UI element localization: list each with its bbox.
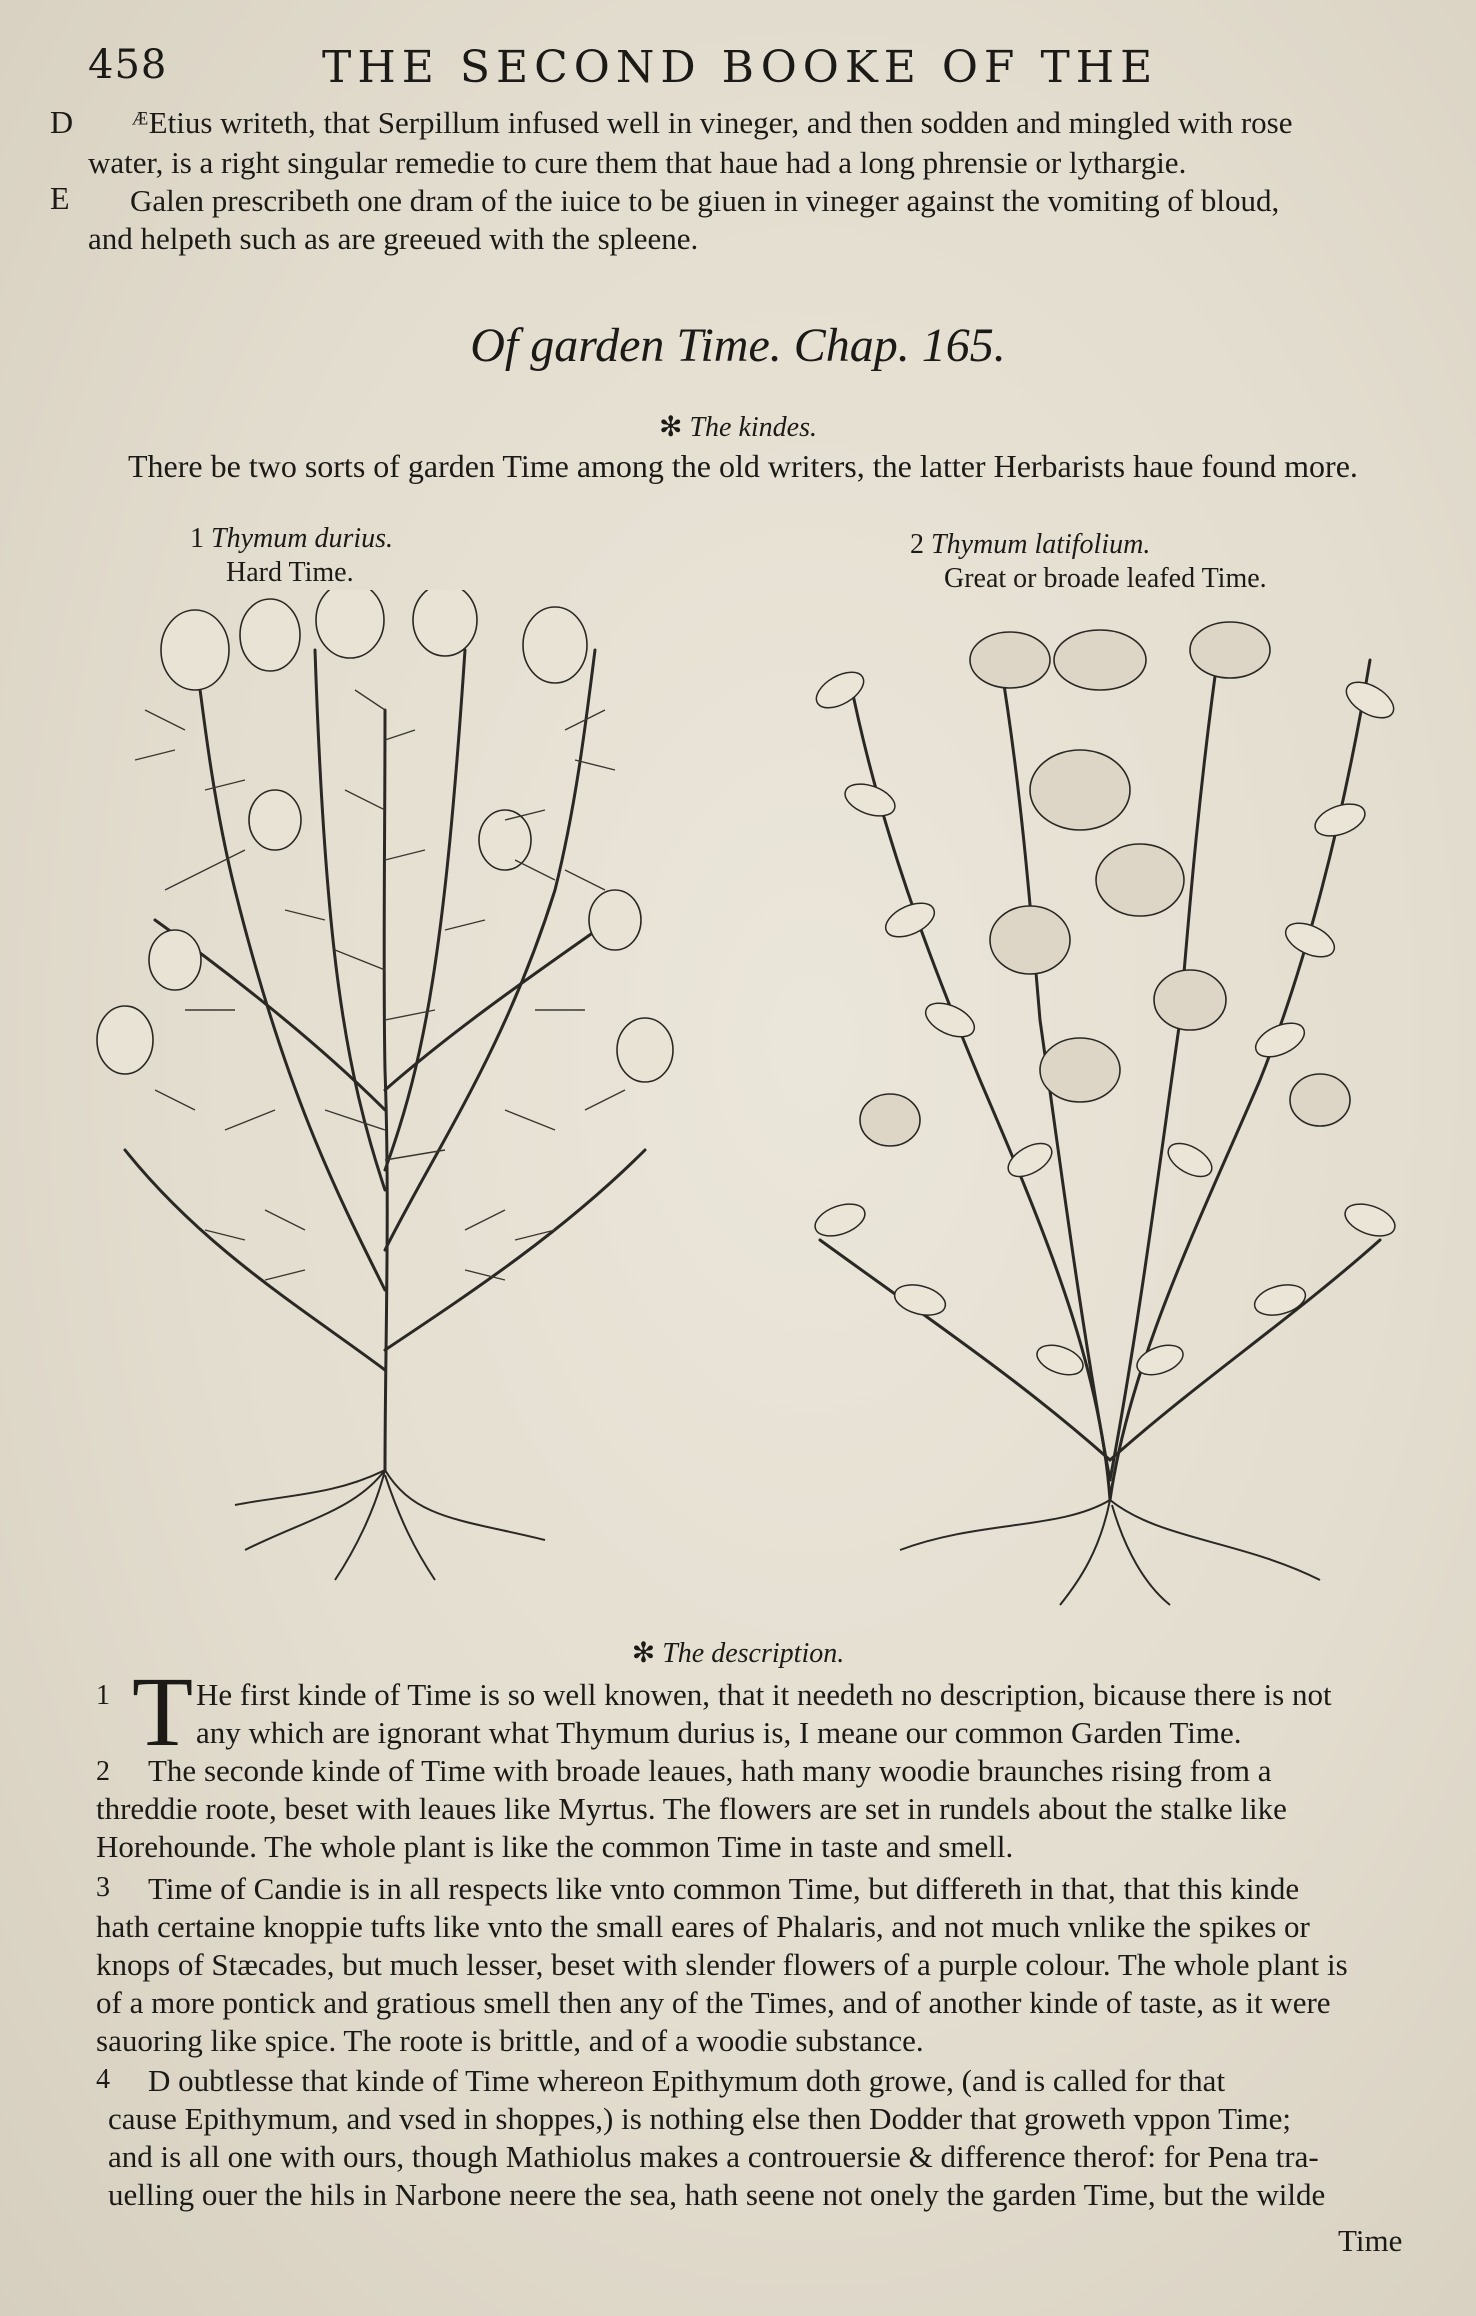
item-number-1: 1	[96, 1680, 110, 1711]
desc-line-14: uelling ouer the hils in Narbone neere the sea, hath seene not onely the garden Time, but the wilde	[108, 2177, 1326, 2212]
desc-line-3: The seconde kinde of Time with broade leaues, hath many woodie braunches rising from a	[148, 1753, 1272, 1788]
desc-line-11: D oubtlesse that kinde of Time whereon Epithymum doth growe, (and is called for that	[148, 2063, 1226, 2098]
desc-line-6: Time of Candie is in all respects like vnto common Time, but differeth in that, that this kinde	[148, 1871, 1300, 1906]
chapter-title: Of garden Time. Chap. 165.	[470, 319, 1006, 372]
top-line-1: ᴭEtius writeth, that Serpillum infused well in vineger, and then sodden and mingled with rose	[132, 105, 1293, 140]
top-line-2: water, is a right singular remedie to cure them that haue had a long phrensie or lythargie.	[88, 145, 1187, 180]
page-header	[0, 42, 1476, 102]
desc-line-12: cause Epithymum, and vsed in shoppes,) is nothing else then Dodder that groweth vppon Time;	[108, 2101, 1292, 2136]
desc-line-13: and is all one with ours, though Mathiolus makes a controuersie & difference therof: for Pena tra-	[108, 2139, 1319, 2174]
desc-line-4: threddie roote, beset with leaues like Myrtus. The flowers are set in rundels about the stalke like	[96, 1791, 1287, 1826]
running-title: THE SECOND BOOKE OF THE	[322, 42, 1159, 93]
desc-line-2: any which are ignorant what Thymum durius is, I meane our common Garden Time.	[196, 1715, 1242, 1750]
asterism-icon-2: ✻	[631, 1638, 663, 1669]
top-line-3: Galen prescribeth one dram of the iuice to be giuen in vineger against the vomiting of bloud,	[130, 183, 1280, 218]
desc-line-10: sauoring like spice. The roote is brittle, and of a woodie substance.	[96, 2023, 924, 2058]
desc-line-1: He first kinde of Time is so well knowen, that it needeth no description, bicause there is not	[196, 1677, 1332, 1712]
figure-2-latin: Thymum latifolium.	[931, 529, 1151, 560]
catchword: Time	[1338, 2223, 1403, 2258]
figure-1-caption	[190, 522, 393, 590]
figure-1-woodcut	[85, 590, 705, 1590]
drop-cap: T	[132, 1656, 194, 1767]
figure-2-english: Great or broade leafed Time.	[944, 563, 1267, 594]
asterism-icon: ✻	[659, 412, 690, 443]
description-heading-row	[0, 1636, 1476, 1670]
kindes-text: There be two sorts of garden Time among the old writers, the latter Herbarists haue found more.	[128, 448, 1358, 484]
margin-letter-d: D	[50, 104, 74, 140]
desc-line-8: knops of Stæcades, but much lesser, beset with slender flowers of a purple colour. The whole plant is	[96, 1947, 1348, 1982]
kindes-heading: The kindes.	[689, 412, 817, 443]
figure-1-english: Hard Time.	[226, 557, 354, 588]
page-number: 458	[88, 42, 168, 88]
figure-2-number: 2	[910, 529, 924, 560]
desc-line-7: hath certaine knoppie tufts like vnto the small eares of Phalaris, and not much vnlike the spikes or	[96, 1909, 1310, 1944]
margin-letter-e: E	[50, 180, 70, 216]
top-line-4: and helpeth such as are greeued with the spleene.	[88, 221, 699, 256]
figure-1-number: 1	[190, 523, 204, 554]
item-number-4: 4	[96, 2064, 110, 2095]
kindes-heading-row	[0, 410, 1476, 444]
desc-line-9: of a more pontick and gratious smell then any of the Times, and of another kinde of taste, as it were	[96, 1985, 1331, 2020]
item-number-2: 2	[96, 1756, 110, 1787]
figure-1-latin: Thymum durius.	[211, 523, 394, 554]
figure-2-caption	[910, 528, 1267, 596]
desc-line-5: Horehounde. The whole plant is like the common Time in taste and smell.	[96, 1829, 1014, 1864]
item-number-3: 3	[96, 1872, 110, 1903]
description-heading: The description.	[662, 1638, 845, 1669]
figure-2-woodcut	[780, 600, 1420, 1610]
